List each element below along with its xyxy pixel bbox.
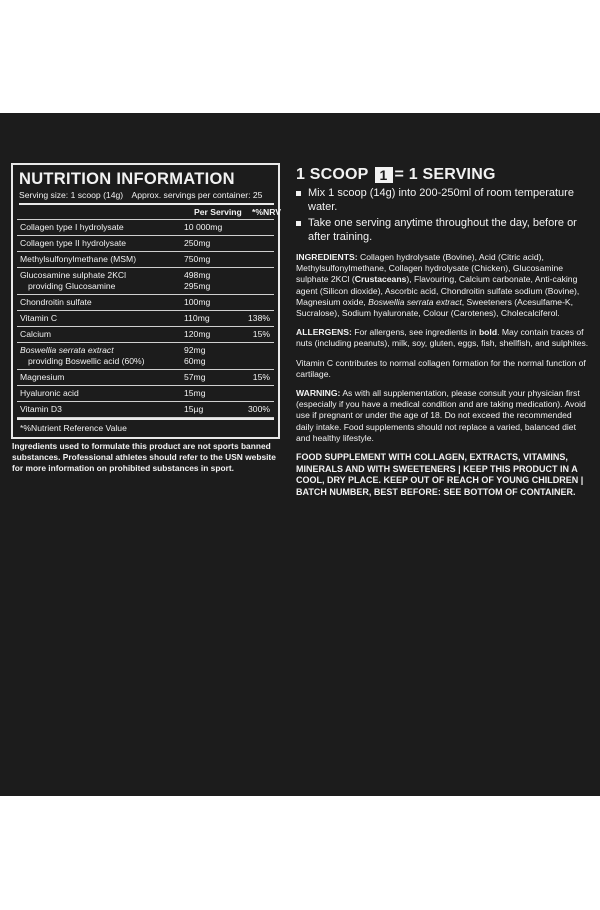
table-row [17,327,274,343]
nutrition-table [11,163,280,439]
row-name: Vitamin C [20,313,58,323]
table-row [17,236,274,252]
row-amount: 57mg [184,372,206,382]
ingredients-text: Collagen hydrolysate (Bovine), Acid (Citric acid), Methylsulfonylmethane, Collagen hydrolysate (Chicken), Glucosamine sulphate 2KCl ( [296,252,564,285]
row-nrv: 15% [252,329,270,339]
vitamin-c-claim: Vitamin C contributes to normal collagen formation for the normal function of cartilage. [296,357,586,379]
allergen-crustaceans: Crustaceans [354,274,407,285]
food-supplement-statement: FOOD SUPPLEMENT WITH COLLAGEN, EXTRACTS, VITAMINS, MINERALS AND WITH SWEETENERS | KEEP THIS PRODUCT IN A COOL, DRY PLACE. KEEP OUT OF REACH OF YOUNG CHILDREN | BATCH NUMBER, BEST BEFORE: SEE BOTTOM OF CONTAINER. [296,452,584,497]
allergens-text: For allergens, see ingredients in [351,327,479,338]
list-item [296,217,590,244]
label-panel [0,113,600,796]
row-name [17,270,184,292]
table-row [17,402,274,418]
row-amount: 100mg [184,297,211,307]
direction-text: Take one serving anytime throughout the day, before or after training. [308,217,577,243]
serving-lead: 1 SCOOP [296,166,369,183]
row-name [17,345,184,367]
row-amount: 120mg [184,329,211,339]
row-nrv: 138% [248,313,270,323]
servings-per-container: Approx. servings per container: 25 [131,190,263,200]
warning-label: WARNING: [296,388,341,399]
row-name: Calcium [20,329,52,339]
row-name: Collagen type II hydrolysate [20,238,127,248]
row-amount-sub: 60mg [184,356,206,366]
row-nrv: 15% [252,372,270,382]
allergens-text: . May contain traces of nuts (including peanuts), milk, soy, gluten, eggs, fish, shellfish, and sulphites. [296,327,589,349]
table-row [17,252,274,268]
serving-info [19,190,274,205]
col-nrv: *%NRV [252,207,281,217]
row-amount-main: 92mg [184,345,206,355]
row-amount: 15mg [184,388,206,398]
row-name: Collagen type I hydrolysate [20,222,124,232]
direction-text: Mix 1 scoop (14g) into 200-250ml of room temperature water. [308,187,574,213]
row-name-main: Boswellia serrata extract [20,345,114,355]
table-row [17,268,274,295]
table-row [17,311,274,327]
row-nrv [241,254,274,265]
ingredient-boswellia: Boswellia serrata extract [368,296,462,307]
row-name: Chondroitin sulfate [20,297,92,307]
table-row [17,370,274,386]
row-name: Hyaluronic acid [20,388,79,398]
scoop-count-box: 1 [375,167,393,183]
directions-list [296,187,590,244]
row-nrv [241,297,274,308]
nrv-footnote: *%Nutrient Reference Value [17,418,274,435]
table-row [17,295,274,311]
row-amount: 10 000mg [184,222,223,232]
allergens [296,327,590,349]
row-amount-main: 498mg [184,270,211,280]
row-nrv [241,222,274,233]
row-amount [184,345,241,367]
row-nrv [241,238,274,249]
sports-disclaimer: Ingredients used to formulate this product are not sports banned substances. Professional athletes should refer to the USN website for more information on prohibited substances in sport. [12,441,276,473]
row-nrv [241,388,274,399]
row-amount: 750mg [184,254,211,264]
table-header [17,205,281,220]
warning [296,388,590,444]
ingredients-label: INGREDIENTS: [296,252,358,262]
ingredients [296,252,590,319]
warning-text: As with all supplementation, please consult your physician first (especially if you have a medical condition and are taking medication). Avoid use if pregnant or under the age of 18. Do not exceed the recommended daily intake. Food supplements should not replace a varied, balanced diet and healthy lifestyle. [296,388,586,443]
row-name: Vitamin D3 [20,404,62,414]
nutrition-title: NUTRITION INFORMATION [19,170,235,188]
row-nrv [241,345,274,367]
row-amount: 15µg [184,404,204,414]
serving-tail: = 1 SERVING [394,166,496,183]
row-name: Magnesium [20,372,65,382]
allergens-bold-word: bold [478,327,498,338]
list-item [296,187,590,214]
row-nrv: 300% [248,404,270,414]
table-row [17,343,274,370]
ingredients-text: ), Flavouring, Calcium carbonate, Anti-caking agent (Silicon dioxide), Ascorbic acid, Chondroitin sulfate sodium (Bovine), Magnesium oxide, [296,274,580,307]
row-amount: 250mg [184,238,211,248]
serving-size: Serving size: 1 scoop (14g) [19,190,124,200]
row-name-sub: providing Glucosamine [28,281,116,291]
row-nrv [241,270,274,292]
row-amount: 110mg [184,313,210,323]
square-bullet-icon [296,191,301,196]
row-name-sub: providing Boswellic acid (60%) [28,356,145,366]
allergens-label: ALLERGENS: [296,327,352,338]
row-name: Methylsulfonylmethane (MSM) [20,254,137,264]
table-row [17,386,274,402]
table-row [17,220,274,236]
col-per-serving: Per Serving [194,207,242,217]
row-amount-sub: 295mg [184,281,211,291]
ingredients-text: , Sweeteners (Acesulfame-K, Sucralose), Sodium hyaluronate, Colour (Carotenes), Cholecalciferol. [296,296,574,319]
square-bullet-icon [296,221,301,226]
row-name-main: Glucosamine sulphate 2KCl [20,270,127,280]
directions-column [296,165,590,498]
serving-heading [296,165,590,184]
row-amount [184,270,241,292]
